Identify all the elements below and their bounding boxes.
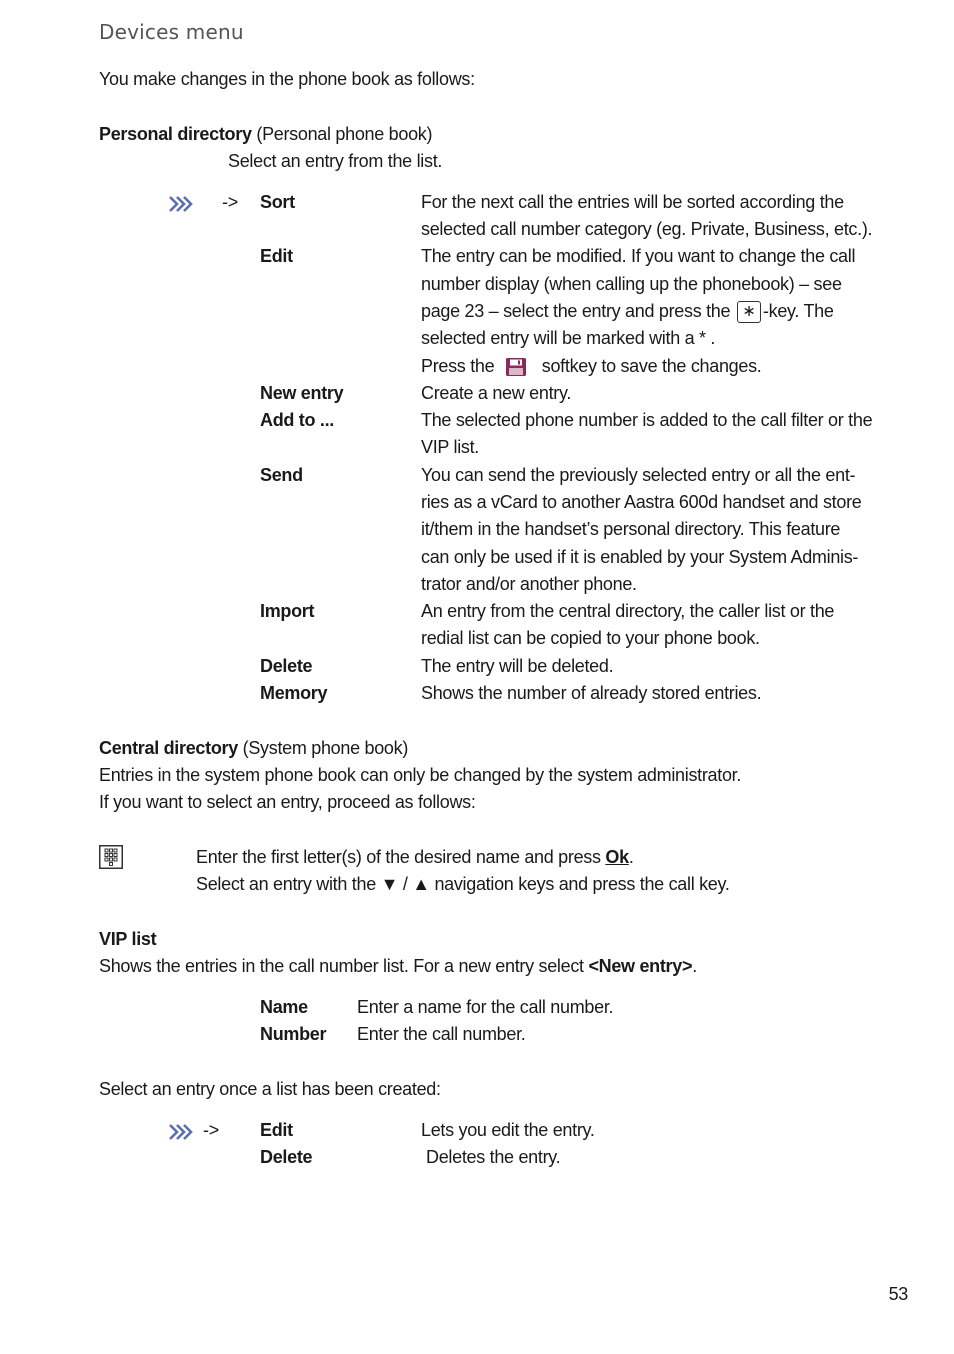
edit-desc-5b: softkey to save the changes. [541,356,762,376]
option-add-to: Add to ... [260,410,334,430]
vip-desc-b: . [692,956,697,976]
vip-list-title: VIP list [99,929,157,949]
vip-number-desc: Enter the call number. [357,1024,526,1044]
new-entry-desc: Create a new entry. [421,383,572,403]
edit-desc-3 [421,298,834,325]
vip-delete-desc: Deletes the entry. [426,1147,561,1167]
star-key-icon: ∗ [737,301,761,323]
option-sort: Sort [260,192,295,212]
edit-desc-1: The entry can be modified. If you want to change the call [421,246,856,266]
arrow-text: -> [222,192,238,212]
ok-softkey-label: Ok [605,847,629,867]
intro-text: You make changes in the phone book as follows: [99,69,475,89]
keypad-icon [99,845,123,869]
memory-desc: Shows the number of already stored entries. [421,683,762,703]
vip-desc-new-entry: <New entry> [588,956,693,976]
option-delete: Delete [260,656,313,676]
central-step-1b: . [628,847,634,867]
add-to-desc-2: VIP list. [421,437,479,457]
vip-name-desc: Enter a name for the call number. [357,997,614,1017]
central-line-2: If you want to select an entry, proceed as follows: [99,792,476,812]
send-desc-4: can only be used if it is enabled by your System Adminis- [421,547,859,567]
send-desc-3: it/them in the handset’s personal directory. This feature [421,519,841,539]
option-import: Import [260,601,315,621]
save-softkey-icon [505,357,527,377]
personal-directory-heading [99,121,432,148]
vip-number-label: Number [260,1024,327,1044]
personal-directory-title: Personal directory [99,124,252,144]
edit-desc-3b: -key. The [762,301,834,321]
edit-desc-5 [421,353,762,380]
option-memory: Memory [260,683,328,703]
double-chevron-right-icon [168,1123,194,1141]
personal-select-line: Select an entry from the list. [228,151,443,171]
send-desc-1: You can send the previously selected entry or all the ent- [421,465,856,485]
delete-desc: The entry will be deleted. [421,656,614,676]
personal-directory-suffix: (Personal phone book) [251,124,433,144]
option-new-entry: New entry [260,383,344,403]
central-step-1 [196,844,634,871]
import-desc-1: An entry from the central directory, the caller list or the [421,601,835,621]
central-directory-title: Central directory [99,738,238,758]
vip-name-label: Name [260,997,308,1017]
central-step-1a: Enter the first letter(s) of the desired name and press [196,847,606,867]
vip-desc-a: Shows the entries in the call number list. For a new entry select [99,956,589,976]
edit-desc-4: selected entry will be marked with a * . [421,328,716,348]
send-desc-2: ries as a vCard to another Aastra 600d handset and store [421,492,862,512]
vip-select-line: Select an entry once a list has been created: [99,1079,441,1099]
import-desc-2: redial list can be copied to your phone book. [421,628,760,648]
vip-option-edit: Edit [260,1120,293,1140]
vip-arrow-text: -> [203,1120,219,1140]
sort-desc-1: For the next call the entries will be sorted according the [421,192,844,212]
add-to-desc-1: The selected phone number is added to the call filter or the [421,410,873,430]
vip-option-delete: Delete [260,1147,313,1167]
central-directory-suffix: (System phone book) [237,738,409,758]
send-desc-5: trator and/or another phone. [421,574,637,594]
double-chevron-right-icon [168,195,194,213]
page-number: 53 [888,1284,908,1304]
option-edit: Edit [260,246,293,266]
sort-desc-2: selected call number category (eg. Private, Business, etc.). [421,219,873,239]
vip-edit-desc: Lets you edit the entry. [421,1120,595,1140]
option-send: Send [260,465,303,485]
edit-desc-3a: page 23 – select the entry and press the [421,301,731,321]
central-directory-heading [99,735,408,762]
central-step-2: Select an entry with the ▼ / ▲ navigation keys and press the call key. [196,874,730,894]
edit-desc-5a: Press the [421,356,495,376]
central-line-1: Entries in the system phone book can only be changed by the system administrator. [99,765,742,785]
page-header: Devices menu [99,20,244,44]
vip-list-desc [99,953,697,980]
edit-desc-2: number display (when calling up the phonebook) – see [421,274,842,294]
